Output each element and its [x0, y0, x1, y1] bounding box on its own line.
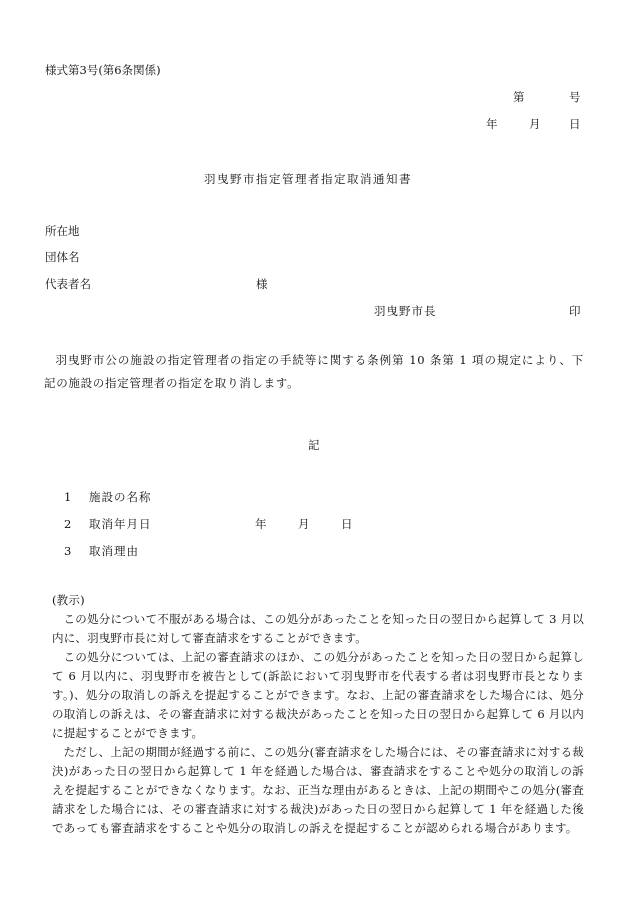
sender-name: 羽曳野市長 — [374, 304, 437, 318]
cancel-date-year: 年 — [255, 517, 267, 531]
notice-section — [52, 591, 584, 838]
notice-heading: (教示) — [52, 593, 85, 607]
ki-heading: 記 — [308, 438, 320, 452]
seal-mark: 印 — [569, 304, 581, 318]
date-month: 月 — [529, 117, 541, 131]
notice-paragraph: この処分について不服がある場合は、この処分があったことを知った日の翌日から起算して 3 月以内に、羽曳野市長に対して審査請求をすることができます。 — [52, 612, 584, 645]
number-dai: 第 — [513, 90, 525, 104]
body-text: 羽曳野市公の施設の指定管理者の指定の手続等に関する条例第 10 条第 1 項の規定により、下記の施設の指定管理者の指定を取り消します。 — [44, 353, 584, 390]
form-label: 様式第3号(第6条関係) — [45, 63, 161, 77]
notice-paragraph: この処分については、上記の審査請求のほか、この処分があったことを知った日の翌日から起算して 6 月以内に、羽曳野市を被告として(訴訟において羽曳野市を代表する者は羽曳野市長となります。)、処分の取消しの訴えを提起することができます。なお、上記の審査請求をした場合には、処分の取消しの訴えは、その審査請求に対する裁決があったことを知った日の翌日から起算して 6 月以内に提起することができます。 — [52, 650, 584, 740]
item-label: 施設の名称 — [89, 490, 152, 504]
body-paragraph — [44, 349, 584, 395]
number-go: 号 — [569, 90, 581, 104]
honorific: 様 — [256, 277, 268, 291]
item-number: 3 — [64, 544, 72, 558]
item-label: 取消理由 — [89, 544, 139, 558]
item-label: 取消年月日 — [89, 517, 152, 531]
address-label: 所在地 — [45, 224, 80, 238]
group-label: 団体名 — [45, 250, 80, 264]
item-number: 2 — [64, 517, 72, 531]
date-day: 日 — [569, 117, 581, 131]
representative-label: 代表者名 — [45, 277, 91, 291]
cancel-date-month: 月 — [298, 517, 310, 531]
date-year: 年 — [486, 117, 498, 131]
notice-paragraph: ただし、上記の期間が経過する前に、この処分(審査請求をした場合には、その審査請求に対する裁決)があった日の翌日から起算して 1 年を経過した場合は、審査請求をすることや処分の取消しの訴えを提起することができなくなります。なお、正当な理由があるときは、上記の期間やこの処分(審査請求をした場合には、その審査請求に対する裁決)があった日の翌日から起算して 1 年を経過した後であっても審査請求をすることや処分の取消しの訴えを提起することが認められる場合があります。 — [52, 745, 584, 835]
document-title: 羽曳野市指定管理者指定取消通知書 — [204, 172, 412, 186]
item-number: 1 — [64, 490, 72, 504]
cancel-date-day: 日 — [341, 517, 353, 531]
